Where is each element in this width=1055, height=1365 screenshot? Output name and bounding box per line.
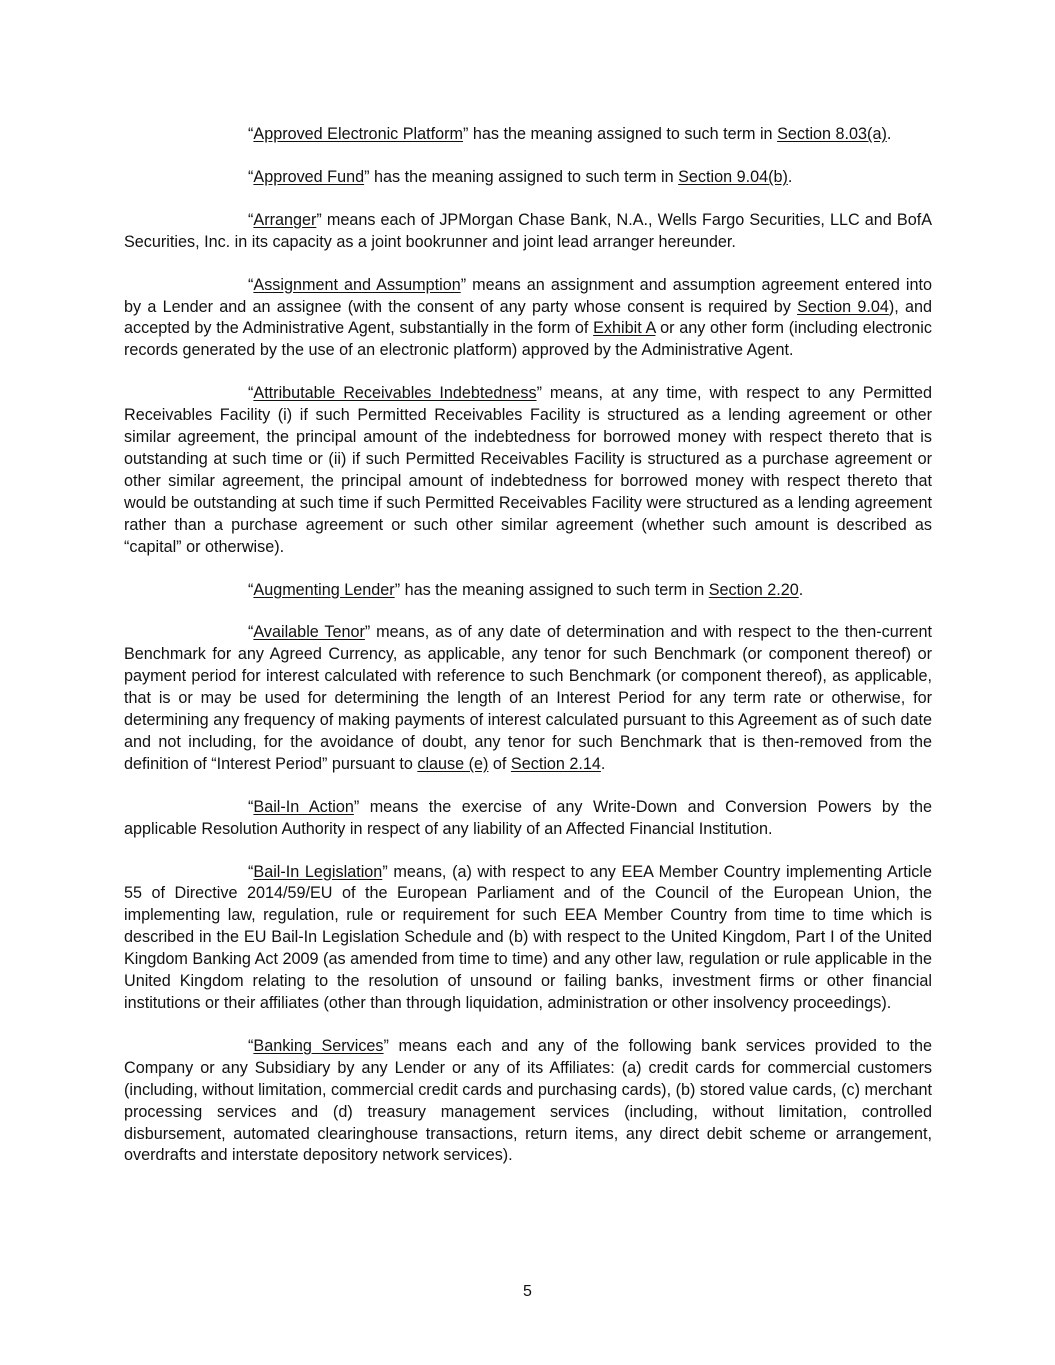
definition-text: means, as of any date of determination and with respect to the then-current Benchmark for any Agreed Currency, as applicable, any tenor for such Benchmark (or component thereof) or payment period for interest calculated with reference to such Benchmark (or component thereof), as applicable, that is or may be used for determining the length of an Interest Period for any term rate or otherwise, for determining any frequency of making payments of interest calculated pursuant to this Agreement as of such date and not including, for the avoidance of doubt, any tenor for such Benchmark that is then-removed from the definition of “Interest Period” pursuant to [124, 623, 932, 773]
defined-term: Approved Electronic Platform [253, 125, 464, 143]
page-number: 5 [523, 1283, 532, 1300]
definition-text: of [488, 754, 511, 773]
definition-text: means the exercise of any Write-Down and Conversion Powers by the applicable Resolution Authority in respect of any liability of an Affected Financial Institution. [124, 797, 932, 838]
definition-augmenting-lender [124, 580, 932, 602]
cross-reference: Section 9.04(b) [678, 167, 788, 186]
open-quote: “ [248, 797, 254, 816]
definition-text: means an assignment and assumption agreement entered into by a Lender and an assignee (with the consent of any party whose consent is required by [124, 275, 932, 316]
definitions-section [124, 124, 932, 1188]
close-quote: ” [460, 275, 467, 294]
cross-reference: Section 9.04 [797, 297, 889, 316]
definition-text: ), and accepted by the Administrative Agent, substantially in the form of [124, 297, 932, 338]
open-quote: “ [248, 167, 254, 186]
definition-available-tenor [124, 622, 932, 775]
close-quote: ” [383, 1036, 389, 1055]
defined-term: Arranger [253, 210, 317, 229]
close-quote: ” [316, 210, 322, 229]
definition-banking-services [124, 1036, 932, 1167]
open-quote: “ [248, 125, 254, 143]
definition-text: has the meaning assigned to such term in [400, 580, 709, 599]
definition-attributable-receivables-indebtedness [124, 383, 932, 558]
defined-term: Augmenting Lender [253, 580, 395, 599]
cross-reference: Section 2.14 [510, 754, 601, 773]
definition-text: . [600, 754, 606, 773]
close-quote: ” [353, 797, 360, 816]
definition-text: has the meaning assigned to such term in [369, 167, 679, 186]
cross-reference: Section 2.20 [708, 580, 799, 599]
definition-arranger [124, 210, 932, 254]
open-quote: “ [248, 275, 254, 294]
open-quote: “ [248, 384, 254, 403]
cross-reference: clause (e) [417, 754, 489, 773]
open-quote: “ [248, 210, 254, 229]
definition-approved-electronic-platform [124, 124, 932, 146]
open-quote: “ [248, 580, 254, 599]
close-quote: ” [463, 125, 469, 143]
open-quote: “ [248, 623, 254, 642]
definition-text: . [798, 580, 804, 599]
definition-approved-fund [124, 167, 932, 189]
definition-text: . [787, 167, 793, 186]
definition-bail-in-legislation [124, 862, 932, 1015]
definition-bail-in-action [124, 797, 932, 841]
open-quote: “ [248, 1036, 254, 1055]
definition-text: . [886, 125, 892, 143]
definition-text: means each and any of the following bank services provided to the Company or any Subsidiary by any Lender or any of its Affiliates: (a) credit cards for commercial customers (including, without limitation, commercial credit cards and purchasing cards), (b) stored value cards, (c) merchant processing services and (d) treasury management services (including, without limitation, controlled disbursement, automated clearinghouse transactions, return items, any direct debit scheme or arrangement, overdrafts and interstate depository network services). [124, 1036, 932, 1165]
close-quote: ” [364, 623, 371, 642]
open-quote: “ [248, 862, 254, 881]
definition-text: means, at any time, with respect to any Permitted Receivables Facility (i) if such Permitted Receivables Facility is structured as a lending agreement or other similar agreement, the principal amount of the indebtedness for borrowed money with respect thereto that is outstanding at such time or (ii) if such Permitted Receivables Facility is structured as a purchase agreement or other similar agreement, the principal amount of indebtedness for borrowed money with respect thereto that would be outstanding at such time if such Permitted Receivables Facility were structured as a lending agreement rather than a purchase agreement or such other similar agreement (whether such amount is described as “capital” or otherwise). [124, 384, 932, 556]
defined-term: Banking Services [253, 1036, 384, 1055]
defined-term: Assignment and Assumption [253, 275, 461, 294]
close-quote: ” [364, 167, 370, 186]
close-quote: ” [394, 580, 401, 599]
cross-reference: Section 8.03(a) [777, 125, 887, 143]
definition-text: means, (a) with respect to any EEA Member Country implementing Article 55 of Directive 2014/59/EU of the European Parliament and of the Council of the European Union, the implementing law, regulation, rule or requirement for such EEA Member Country from time to time which is described in the EU Bail-In Legislation Schedule and (b) with respect to the United Kingdom, Part I of the United Kingdom Banking Act 2009 (as amended from time to time) and any other law, regulation or rule applicable in the United Kingdom relating to the resolution of unsound or failing banks, investment firms or other financial institutions or their affiliates (other than through liquidation, administration or other insolvency proceedings). [124, 862, 932, 1012]
defined-term: Approved Fund [253, 167, 365, 186]
definition-assignment-and-assumption [124, 275, 932, 363]
defined-term: Attributable Receivables Indebtedness [253, 384, 537, 403]
close-quote: ” [382, 862, 388, 881]
definition-text: or any other form (including electronic records generated by the use of an electronic platform) approved by the Administrative Agent. [124, 319, 932, 360]
close-quote: ” [536, 384, 542, 403]
definition-text: has the meaning assigned to such term in [468, 125, 778, 143]
cross-reference: Exhibit A [593, 319, 656, 338]
defined-term: Available Tenor [253, 623, 365, 642]
definition-text: means each of JPMorgan Chase Bank, N.A., Wells Fargo Securities, LLC and BofA Securities, Inc. in its capacity as a joint bookrunner and joint lead arranger hereunder. [124, 210, 932, 251]
defined-term: Bail-In Action [253, 797, 354, 816]
defined-term: Bail-In Legislation [253, 862, 383, 881]
